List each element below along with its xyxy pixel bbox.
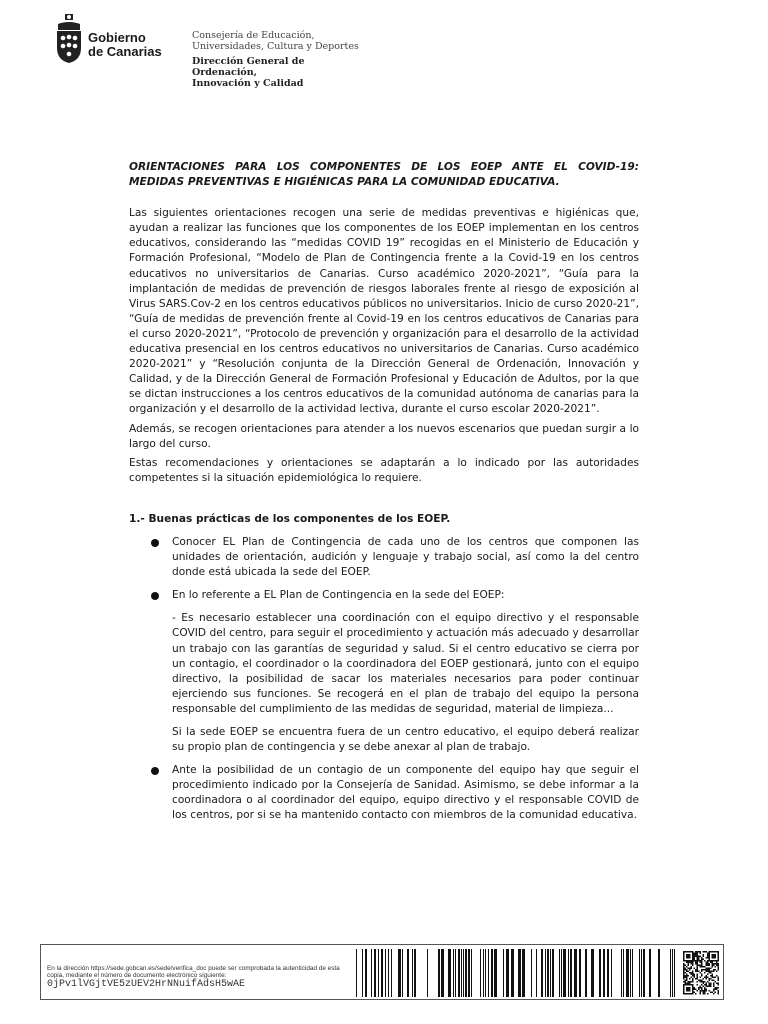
bullet-2-text: En lo referente a EL Plan de Contingencia en la sede del EOEP: [172,589,505,602]
bullet-1-text: Conocer EL Plan de Contingencia de cada uno de los centros que componen las unidades de orientación, audición y lenguaje y trabajo social, así como la del centro donde está ubicada la sede del EOEP. [172,535,639,579]
dept-line-1: Consejería de Educación, [192,30,315,41]
bullet-2-subparagraph-2: Si la sede EOEP se encuentra fuera de un centro educativo, el equipo deberá realizar su propio plan de contingencia y se debe anexar al plan de trabajo. [172,726,639,754]
coat-of-arms-icon [54,14,84,64]
dept-line-2: Universidades, Cultura y Deportes [192,41,359,52]
department-name [192,30,368,89]
list-item [129,763,639,823]
verification-footer [40,944,724,1000]
bullet-icon [151,767,159,775]
paragraph-2: Además, se recogen orientaciones para atender a los nuevos escenarios que puedan surgir a lo largo del curso. [129,422,639,450]
brand-line-2: de Canarias [88,44,162,59]
dept-line-4: Innovación y Calidad [192,78,304,89]
bullet-2-subparagraph-1: - Es necesario establecer una coordinación con el equipo directivo y el responsable COVID del centro, para seguir el procedimiento y actuación más adecuado y desarrollar un trabajo con las garantías de seguridad y salud. Si el centro educativo se cierra por un contagio, el coordinador o la coordinadora del EOEP gestionará, junto con el equipo directivo, la posibilidad de sacar los materiales necesarios para poder continuar ejerciendo sus funciones. Se recogerá en el plan de trabajo del equipo la persona responsable del cumplimiento de las medidas de seguridad, material de limpieza... [172,612,639,715]
brand-line-1: Gobierno [88,30,146,45]
qr-code-icon [683,951,719,995]
document-body [129,160,639,832]
document-title: ORIENTACIONES PARA LOS COMPONENTES DE LOS EOEP ANTE EL COVID-19: MEDIDAS PREVENTIVAS E HIGIÉNICAS PARA LA COMUNIDAD EDUCATIVA. [129,161,639,189]
document-header [48,6,368,89]
verification-text: En la dirección https://sede.gobcan.es/sede/verifica_doc puede ser comprobada la autenticidad de esta copia, mediante el número de documento electrónico siguiente: [47,965,340,980]
brand-name [88,31,162,59]
bullet-3-text: Ante la posibilidad de un contagio de un componente del equipo hay que seguir el procedimiento indicado por la Consejería de Sanidad. Asimismo, se debe informar a la coordinadora o al coordinador del equipo, equipo directivo y el responsable COVID de los centros, por si se ha mantenido contacto con miembros de la comunidad educativa. [172,764,639,822]
dept-line-3: Dirección General de Ordenación, [192,56,305,78]
bullet-icon [151,539,159,547]
list-item [129,535,639,580]
paragraph-3: Estas recomendaciones y orientaciones se adaptarán a lo indicado por las autoridades competentes si la situación epidemiológica lo requiere. [129,456,639,484]
section-1-heading: 1.- Buenas prácticas de los componentes de los EOEP. [129,512,451,525]
document-code[interactable]: 0jPv1lVGjtVE5zUEV2HrNNuifAdsH5wAE [47,979,246,990]
intro-paragraph: Las siguientes orientaciones recogen una serie de medidas preventivas e higiénicas que, ayudan a realizar las funciones que los componentes de los EOEP implementan en los centros educativos, considerando las “medidas COVID 19” recogidas en el Ministerio de Educación y Formación Profesional, “Modelo de Plan de Contingencia frente a la Covid-19 en los centros educativos no universitarios de Canarias. Curso académico 2020-2021”, “Guía para la implantación de medidas de prevención de riesgos laborales frente al riesgo de exposición al Virus SARS.Cov-2 en los centros educativos públicos no universitarios. Inicio de curso 2020-21”, “Guía de medidas de prevención frente al Covid-19 en los centros educativos de Canarias para el curso 2020-2021”, “Protocolo de prevención y organización para el desarrollo de la actividad educativa presencial en los centros educativos no universitarios de Canarias. Curso académico 2020-2021” y “Resolución conjunta de la Dirección General de Ordenación, Innovación y Calidad, y de la Dirección General de Formación Profesional y Educación de Adultos, por la que se dictan instrucciones a los centros educativos de la comunidad autónoma de canarias para la organización y el desarrollo de la actividad lectiva, durante el curso escolar 2020-2021”. [129,207,639,416]
list-item [129,588,639,603]
bullet-icon [151,592,159,600]
barcode-icon [354,949,710,997]
